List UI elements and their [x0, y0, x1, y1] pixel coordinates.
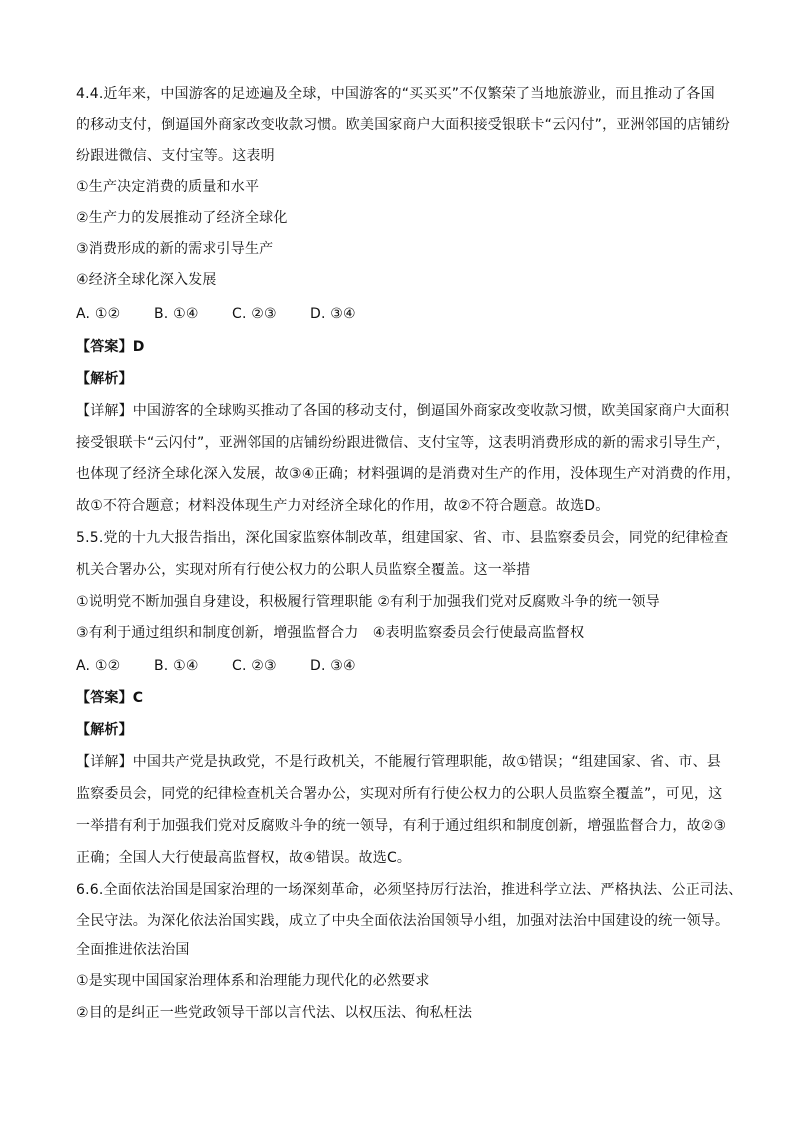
q4-option-c: C. ②③ — [232, 306, 277, 322]
q6-item: ①是实现中国国家治理体系和治理能力现代化的必然要求 — [76, 973, 430, 989]
q5-options — [76, 656, 356, 676]
q4-stem-line: 4.4.近年来，中国游客的足迹遍及全球，中国游客的“买买买”不仅繁荣了当地旅游业，而且推动了各国 — [76, 86, 715, 102]
q5-option-d: D. ③④ — [310, 658, 356, 674]
q6-stem-line: 6.6.全面依法治国是国家治理的一场深刻革命，必须坚持厉行法治，推进科学立法、严格执法、公正司法、 — [76, 882, 743, 898]
q4-option-d: D. ③④ — [310, 306, 356, 322]
q5-stem-line: 机关合署办公，实现对所有行使公权力的公职人员监察全覆盖。这一举措 — [76, 562, 531, 578]
q5-option-b: B. ①④ — [154, 658, 199, 674]
q4-analysis-label: 【解析】 — [76, 371, 133, 387]
q4-option-a: A. ①② — [76, 306, 121, 322]
q5-item: ③有利于通过组织和制度创新，增强监督合力 ④表明监察委员会行使最高监督权 — [76, 625, 585, 641]
q5-detail-line: 一举措有利于加强我们党对反腐败斗争的统一领导，有利于通过组织和制度创新，增强监督合力，故②③ — [76, 818, 727, 834]
q5-item: ①说明党不断加强自身建设，积极履行管理职能 ②有利于加强我们党对反腐败斗争的统一领导 — [76, 594, 660, 610]
q6-stem-line: 全面推进依法治国 — [76, 942, 190, 958]
q5-detail-line: 正确；全国人大行使最高监督权，故④错误。故选C。 — [76, 850, 412, 866]
q5-analysis-label: 【解析】 — [76, 722, 133, 738]
q4-stem-line: 纷跟进微信、支付宝等。这表明 — [76, 148, 275, 164]
q4-options — [76, 304, 356, 324]
q4-item: ①生产决定消费的质量和水平 — [76, 179, 260, 195]
q6-stem-line: 全民守法。为深化依法治国实践，成立了中央全面依法治国领导小组，加强对法治中国建设的统一领导。 — [76, 913, 730, 929]
q5-detail-line: 监察委员会，同党的纪律检查机关合署办公，实现对所有行使公权力的公职人员监察全覆盖”，可见，这 — [76, 786, 723, 802]
q4-stem-line: 的移动支付，倒逼国外商家改变收款习惯。欧美国家商户大面积接受银联卡“云闪付”，亚洲邻国的店铺纷 — [76, 117, 730, 133]
q4-detail-line: 【详解】中国游客的全球购买推动了各国的移动支付，倒逼国外商家改变收款习惯，欧美国家商户大面积 — [76, 403, 730, 419]
q4-option-b: B. ①④ — [154, 306, 199, 322]
q4-detail-line: 接受银联卡“云闪付”，亚洲邻国的店铺纷纷跟进微信、支付宝等，这表明消费形成的新的需求引导生产， — [76, 435, 730, 451]
q5-option-c: C. ②③ — [232, 658, 277, 674]
q5-stem-line: 5.5.党的十九大报告指出，深化国家监察体制改革，组建国家、省、市、县监察委员会，同党的纪律检查 — [76, 530, 729, 546]
q5-detail-line: 【详解】中国共产党是执政党，不是行政机关，不能履行管理职能，故①错误；“组建国家、省、市、县 — [76, 754, 722, 770]
q4-item: ②生产力的发展推动了经济全球化 — [76, 210, 288, 226]
q4-item: ③消费形成的新的需求引导生产 — [76, 241, 274, 257]
q4-item: ④经济全球化深入发展 — [76, 272, 217, 288]
q5-answer: 【答案】C — [76, 690, 144, 706]
q4-detail-line: 故①不符合题意；材料没体现生产力对经济全球化的作用，故②不符合题意。故选D。 — [76, 498, 610, 514]
q4-detail-line: 也体现了经济全球化深入发展，故③④正确；材料强调的是消费对生产的作用，没体现生产对消费的作用， — [76, 466, 741, 482]
q5-option-a: A. ①② — [76, 658, 121, 674]
q4-answer: 【答案】D — [76, 339, 145, 355]
q6-item: ②目的是纠正一些党政领导干部以言代法、以权压法、徇私枉法 — [76, 1005, 473, 1021]
